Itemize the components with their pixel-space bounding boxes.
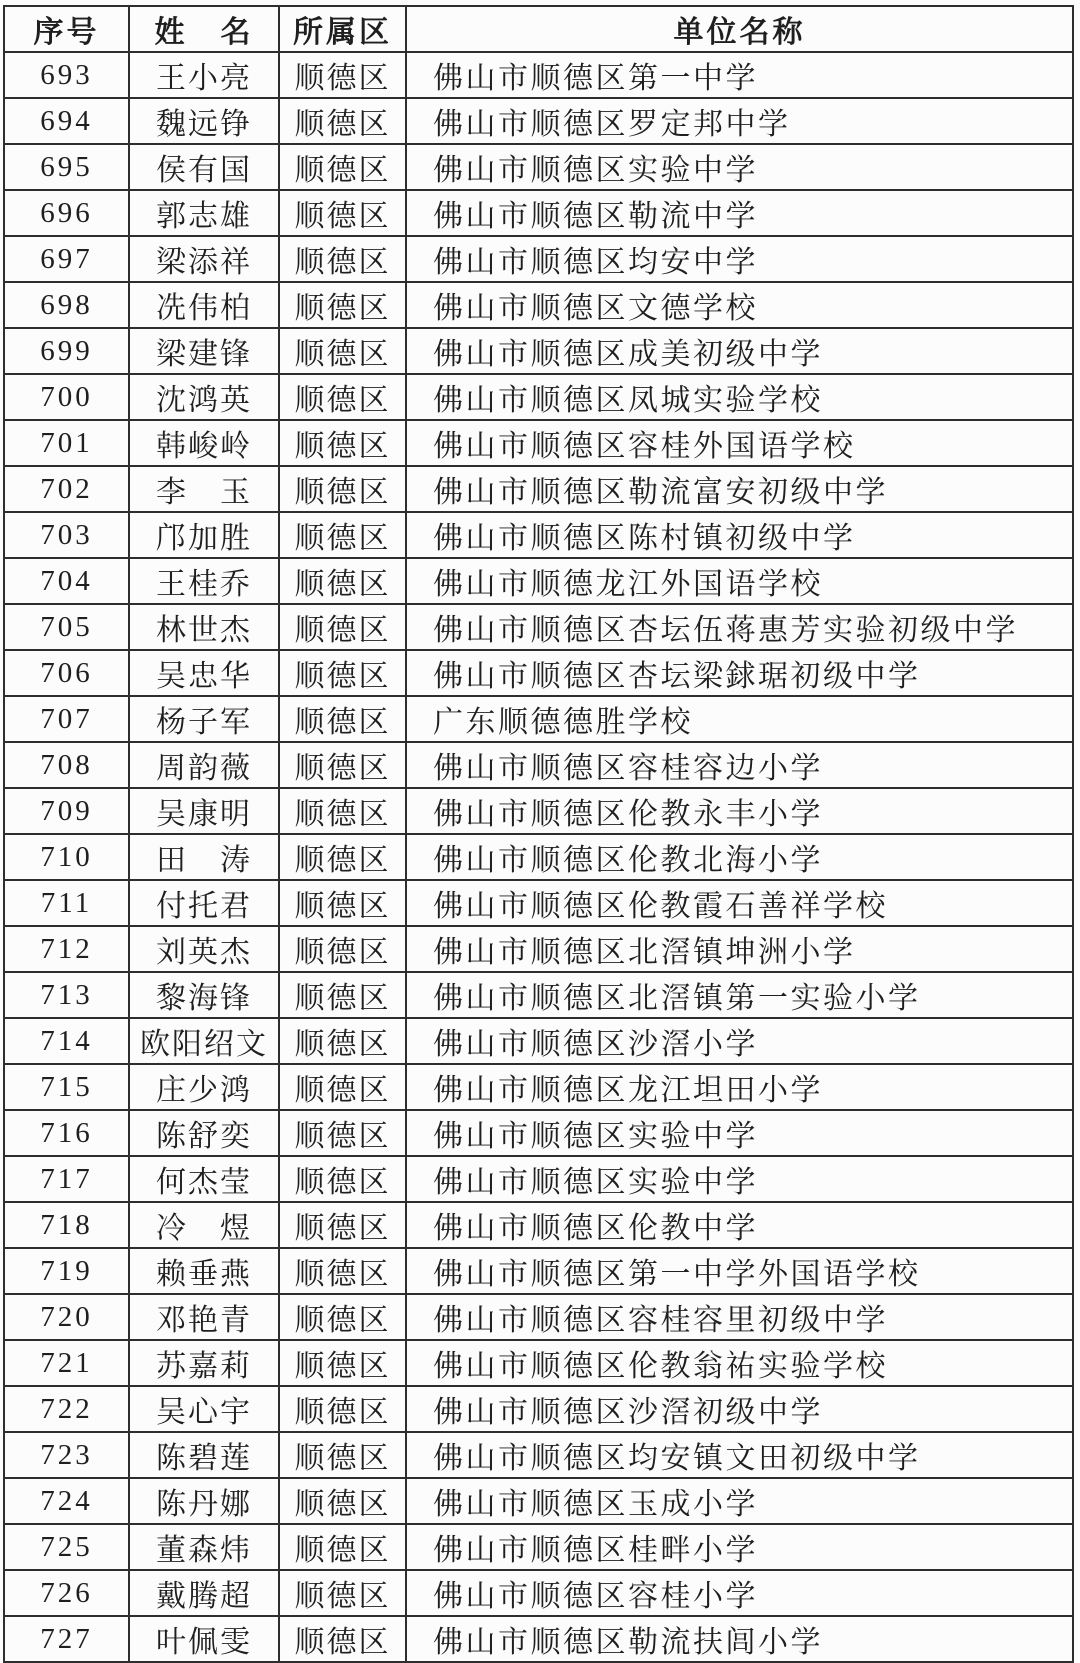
cell-name: 林世杰 [129,604,279,650]
table-row [4,696,1073,742]
table-row [4,880,1073,926]
cell-name: 田 涛 [129,834,279,880]
table-body [4,52,1073,1662]
cell-serial: 702 [4,466,129,512]
cell-unit: 佛山市顺德区沙滘初级中学 [406,1386,1073,1432]
table-header [4,6,1073,52]
cell-district: 顺德区 [279,742,406,788]
table-row [4,1064,1073,1110]
cell-serial: 713 [4,972,129,1018]
cell-name: 戴腾超 [129,1570,279,1616]
cell-unit: 佛山市顺德区北滘镇第一实验小学 [406,972,1073,1018]
cell-district: 顺德区 [279,558,406,604]
cell-serial: 727 [4,1616,129,1662]
cell-serial: 726 [4,1570,129,1616]
cell-unit: 佛山市顺德区伦教中学 [406,1202,1073,1248]
cell-name: 冼伟柏 [129,282,279,328]
cell-serial: 705 [4,604,129,650]
cell-serial: 721 [4,1340,129,1386]
cell-serial: 724 [4,1478,129,1524]
cell-district: 顺德区 [279,236,406,282]
cell-name: 陈碧莲 [129,1432,279,1478]
cell-name: 吴心宇 [129,1386,279,1432]
table-row [4,558,1073,604]
cell-serial: 693 [4,52,129,98]
roster-table [3,5,1074,1663]
cell-unit: 佛山市顺德区沙滘小学 [406,1018,1073,1064]
cell-serial: 717 [4,1156,129,1202]
cell-unit: 佛山市顺德龙江外国语学校 [406,558,1073,604]
cell-name: 沈鸿英 [129,374,279,420]
cell-district: 顺德区 [279,328,406,374]
table-row [4,1340,1073,1386]
cell-name: 王桂乔 [129,558,279,604]
cell-serial: 701 [4,420,129,466]
cell-district: 顺德区 [279,1570,406,1616]
cell-serial: 718 [4,1202,129,1248]
cell-serial: 700 [4,374,129,420]
cell-unit: 佛山市顺德区龙江坦田小学 [406,1064,1073,1110]
table-row [4,1156,1073,1202]
table-row [4,650,1073,696]
cell-name: 吴忠华 [129,650,279,696]
table-row [4,1248,1073,1294]
table-row [4,604,1073,650]
cell-unit: 佛山市顺德区陈村镇初级中学 [406,512,1073,558]
cell-serial: 703 [4,512,129,558]
cell-district: 顺德区 [279,98,406,144]
cell-name: 王小亮 [129,52,279,98]
cell-district: 顺德区 [279,650,406,696]
cell-name: 郭志雄 [129,190,279,236]
table-row [4,1202,1073,1248]
cell-unit: 佛山市顺德区容桂容边小学 [406,742,1073,788]
cell-name: 魏远铮 [129,98,279,144]
table-row [4,1616,1073,1662]
cell-unit: 佛山市顺德区伦教北海小学 [406,834,1073,880]
cell-name: 梁建锋 [129,328,279,374]
table-row [4,282,1073,328]
cell-unit: 广东顺德德胜学校 [406,696,1073,742]
cell-district: 顺德区 [279,1432,406,1478]
table-row [4,788,1073,834]
cell-unit: 佛山市顺德区伦教翁祐实验学校 [406,1340,1073,1386]
column-header-serial: 序号 [4,6,129,52]
cell-unit: 佛山市顺德区桂畔小学 [406,1524,1073,1570]
table-row [4,926,1073,972]
table-row [4,236,1073,282]
cell-unit: 佛山市顺德区第一中学 [406,52,1073,98]
table-row [4,1110,1073,1156]
table-row [4,512,1073,558]
cell-serial: 712 [4,926,129,972]
cell-serial: 694 [4,98,129,144]
table-row [4,52,1073,98]
cell-unit: 佛山市顺德区容桂外国语学校 [406,420,1073,466]
table-row [4,466,1073,512]
cell-serial: 695 [4,144,129,190]
cell-name: 侯有国 [129,144,279,190]
cell-unit: 佛山市顺德区实验中学 [406,1110,1073,1156]
cell-district: 顺德区 [279,1156,406,1202]
cell-district: 顺德区 [279,52,406,98]
cell-name: 邝加胜 [129,512,279,558]
cell-name: 董森炜 [129,1524,279,1570]
cell-name: 欧阳绍文 [129,1018,279,1064]
cell-name: 吴康明 [129,788,279,834]
cell-serial: 698 [4,282,129,328]
cell-district: 顺德区 [279,1478,406,1524]
cell-unit: 佛山市顺德区均安中学 [406,236,1073,282]
cell-unit: 佛山市顺德区第一中学外国语学校 [406,1248,1073,1294]
cell-name: 何杰莹 [129,1156,279,1202]
cell-serial: 716 [4,1110,129,1156]
cell-name: 李 玉 [129,466,279,512]
table-row [4,1432,1073,1478]
cell-district: 顺德区 [279,512,406,558]
table-row [4,834,1073,880]
cell-name: 赖垂燕 [129,1248,279,1294]
column-header-unit: 单位名称 [406,6,1073,52]
cell-serial: 715 [4,1064,129,1110]
cell-district: 顺德区 [279,1524,406,1570]
cell-unit: 佛山市顺德区罗定邦中学 [406,98,1073,144]
table-row [4,1570,1073,1616]
cell-district: 顺德区 [279,144,406,190]
cell-unit: 佛山市顺德区均安镇文田初级中学 [406,1432,1073,1478]
cell-district: 顺德区 [279,696,406,742]
cell-serial: 710 [4,834,129,880]
table-row [4,374,1073,420]
cell-serial: 708 [4,742,129,788]
table-row [4,1478,1073,1524]
cell-serial: 696 [4,190,129,236]
cell-district: 顺德区 [279,282,406,328]
column-header-district: 所属区 [279,6,406,52]
cell-name: 邓艳青 [129,1294,279,1340]
cell-district: 顺德区 [279,1340,406,1386]
table-row [4,98,1073,144]
cell-district: 顺德区 [279,880,406,926]
cell-unit: 佛山市顺德区容桂容里初级中学 [406,1294,1073,1340]
cell-name: 刘英杰 [129,926,279,972]
cell-name: 冷 煜 [129,1202,279,1248]
cell-district: 顺德区 [279,190,406,236]
cell-name: 叶佩雯 [129,1616,279,1662]
cell-unit: 佛山市顺德区玉成小学 [406,1478,1073,1524]
cell-unit: 佛山市顺德区勒流富安初级中学 [406,466,1073,512]
cell-serial: 707 [4,696,129,742]
table-row [4,1294,1073,1340]
cell-serial: 709 [4,788,129,834]
table-row [4,328,1073,374]
cell-name: 梁添祥 [129,236,279,282]
table-row [4,742,1073,788]
cell-district: 顺德区 [279,1018,406,1064]
cell-unit: 佛山市顺德区勒流中学 [406,190,1073,236]
cell-district: 顺德区 [279,1616,406,1662]
cell-district: 顺德区 [279,1248,406,1294]
cell-serial: 699 [4,328,129,374]
cell-serial: 704 [4,558,129,604]
table-row [4,1524,1073,1570]
cell-name: 黎海锋 [129,972,279,1018]
cell-unit: 佛山市顺德区文德学校 [406,282,1073,328]
cell-unit: 佛山市顺德区容桂小学 [406,1570,1073,1616]
cell-unit: 佛山市顺德区实验中学 [406,1156,1073,1202]
header-row [4,6,1073,52]
cell-unit: 佛山市顺德区伦教永丰小学 [406,788,1073,834]
cell-district: 顺德区 [279,466,406,512]
column-header-name: 姓 名 [129,6,279,52]
cell-district: 顺德区 [279,972,406,1018]
cell-unit: 佛山市顺德区杏坛梁銶琚初级中学 [406,650,1073,696]
cell-name: 周韵薇 [129,742,279,788]
cell-name: 陈丹娜 [129,1478,279,1524]
table-row [4,1386,1073,1432]
cell-district: 顺德区 [279,1110,406,1156]
table-row [4,420,1073,466]
cell-unit: 佛山市顺德区杏坛伍蒋惠芳实验初级中学 [406,604,1073,650]
cell-district: 顺德区 [279,604,406,650]
cell-unit: 佛山市顺德区实验中学 [406,144,1073,190]
cell-name: 庄少鸿 [129,1064,279,1110]
table-row [4,972,1073,1018]
cell-district: 顺德区 [279,926,406,972]
cell-serial: 706 [4,650,129,696]
cell-district: 顺德区 [279,1386,406,1432]
cell-serial: 719 [4,1248,129,1294]
cell-district: 顺德区 [279,1294,406,1340]
cell-serial: 697 [4,236,129,282]
cell-unit: 佛山市顺德区凤城实验学校 [406,374,1073,420]
cell-unit: 佛山市顺德区北滘镇坤洲小学 [406,926,1073,972]
cell-unit: 佛山市顺德区伦教霞石善祥学校 [406,880,1073,926]
cell-serial: 720 [4,1294,129,1340]
cell-district: 顺德区 [279,374,406,420]
cell-serial: 722 [4,1386,129,1432]
cell-name: 陈舒奕 [129,1110,279,1156]
cell-district: 顺德区 [279,1064,406,1110]
table-row [4,1018,1073,1064]
cell-name: 杨子军 [129,696,279,742]
cell-serial: 725 [4,1524,129,1570]
cell-name: 付托君 [129,880,279,926]
cell-district: 顺德区 [279,420,406,466]
cell-name: 韩峻岭 [129,420,279,466]
cell-name: 苏嘉莉 [129,1340,279,1386]
cell-district: 顺德区 [279,1202,406,1248]
cell-district: 顺德区 [279,788,406,834]
cell-serial: 711 [4,880,129,926]
cell-serial: 723 [4,1432,129,1478]
cell-unit: 佛山市顺德区勒流扶闾小学 [406,1616,1073,1662]
cell-serial: 714 [4,1018,129,1064]
cell-unit: 佛山市顺德区成美初级中学 [406,328,1073,374]
table-row [4,144,1073,190]
cell-district: 顺德区 [279,834,406,880]
table-row [4,190,1073,236]
